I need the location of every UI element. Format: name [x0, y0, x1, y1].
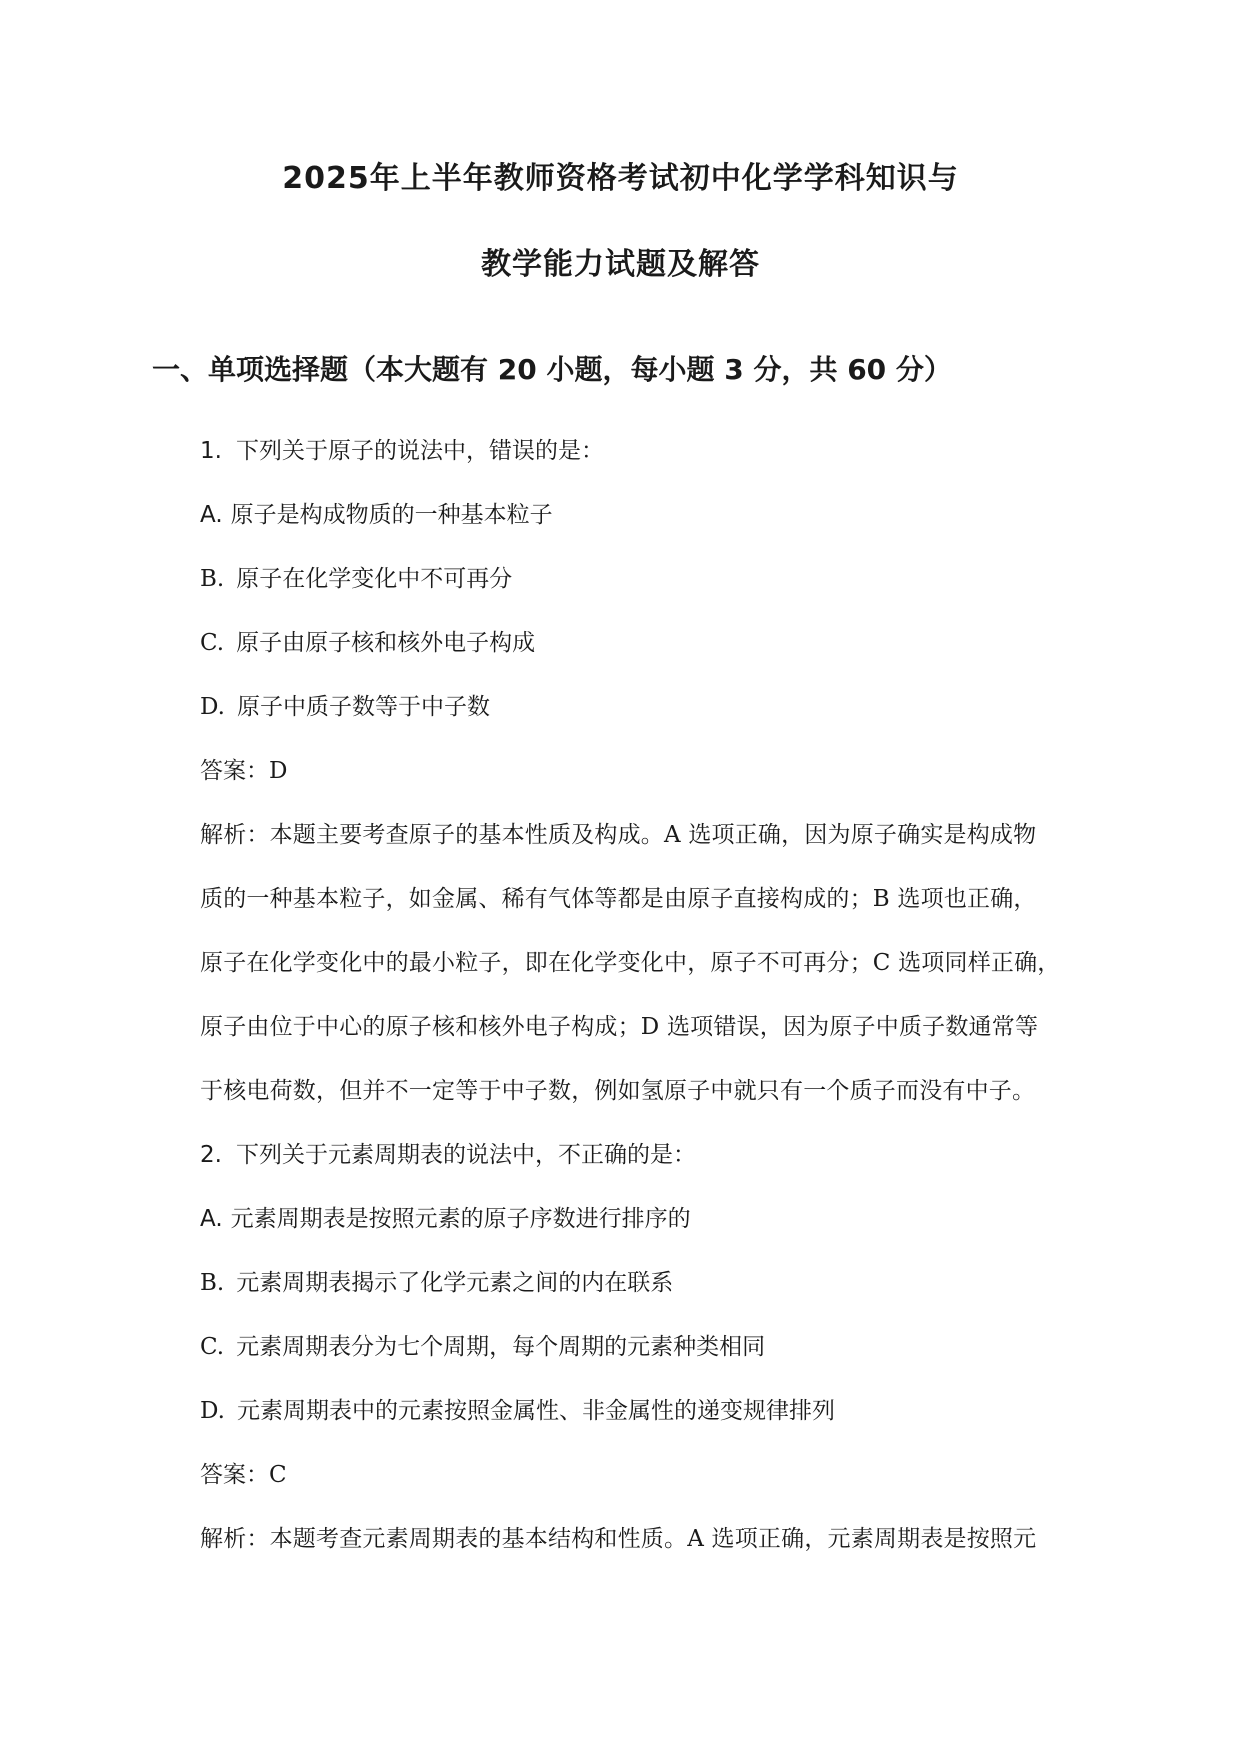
document-body: [200, 435, 1100, 1587]
option-letter: D.: [200, 694, 225, 720]
option-letter: C.: [200, 630, 225, 656]
option-letter: A.: [200, 1206, 223, 1232]
document-title-line-1: 2025年上半年教师资格考试初中化学学科知识与: [282, 161, 959, 196]
option-text: 原子是构成物质的一种基本粒子: [230, 502, 553, 528]
option-letter: D.: [200, 1398, 225, 1424]
question-1-analysis-line-2: 质的一种基本粒子，如金属、稀有气体等都是由原子直接构成的；B 选项也正确，: [200, 886, 1037, 912]
option-text: 元素周期表中的元素按照金属性、非金属性的递变规律排列: [236, 1398, 835, 1424]
option-letter: A.: [200, 502, 223, 528]
option-letter: B.: [200, 1270, 225, 1296]
question-1-option-d: [200, 691, 1100, 755]
question-1-analysis-line-4: 原子由位于中心的原子核和核外电子构成；D 选项错误，因为原子中质子数通常等: [200, 1014, 1039, 1040]
option-text: 原子由原子核和核外电子构成: [236, 630, 536, 656]
question-1-analysis-line-5: 于核电荷数，但并不一定等于中子数，例如氢原子中就只有一个质子而没有中子。: [200, 1078, 1036, 1104]
document-title-line-2: 教学能力试题及解答: [481, 247, 760, 282]
question-1-option-b: [200, 563, 1100, 627]
option-letter: C.: [200, 1334, 225, 1360]
question-1-option-c: [200, 627, 1100, 691]
question-1-answer: 答案：D: [200, 758, 288, 784]
question-2-option-b: [200, 1267, 1100, 1331]
question-text: 下列关于原子的说法中，错误的是：: [235, 438, 604, 464]
option-letter: B.: [200, 566, 225, 592]
question-2-option-d: [200, 1395, 1100, 1459]
question-text: 下列关于元素周期表的说法中，不正确的是：: [235, 1142, 696, 1168]
section-heading: 一、单项选择题（本大题有 20 小题，每小题 3 分，共 60 分）: [152, 353, 952, 386]
question-1-analysis-line-3: 原子在化学变化中的最小粒子，即在化学变化中，原子不可再分；C 选项同样正确，: [200, 950, 1061, 976]
question-2-option-c: [200, 1331, 1100, 1395]
question-number: 2.: [200, 1142, 222, 1168]
question-2-answer: 答案：C: [200, 1462, 287, 1488]
option-text: 元素周期表分为七个周期，每个周期的元素种类相同: [236, 1334, 766, 1360]
option-text: 元素周期表揭示了化学元素之间的内在联系: [236, 1270, 674, 1296]
option-text: 原子中质子数等于中子数: [236, 694, 490, 720]
question-2-stem: [200, 1139, 1100, 1203]
option-text: 原子在化学变化中不可再分: [236, 566, 513, 592]
question-2-option-a: [200, 1203, 1100, 1267]
question-1-stem: [200, 435, 1100, 499]
option-text: 元素周期表是按照元素的原子序数进行排序的: [230, 1206, 691, 1232]
question-1-analysis-line-1: 解析：本题主要考查原子的基本性质及构成。A 选项正确，因为原子确实是构成物: [200, 822, 1037, 848]
question-2-analysis-line-1: 解析：本题考查元素周期表的基本结构和性质。A 选项正确，元素周期表是按照元: [200, 1526, 1037, 1552]
question-1-option-a: [200, 499, 1100, 563]
question-number: 1.: [200, 438, 222, 464]
